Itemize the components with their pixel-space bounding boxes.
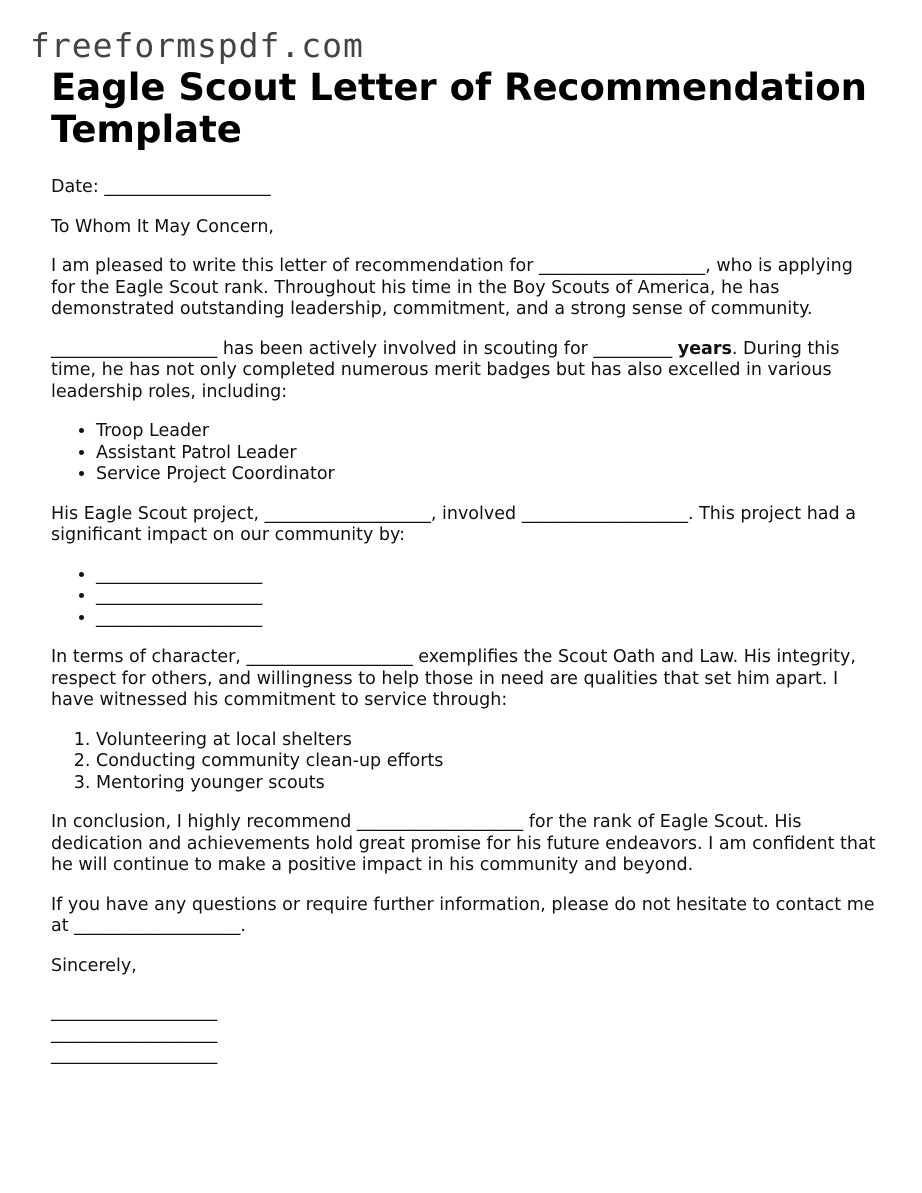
contact-text: If you have any questions or require further information, please do not hesitate to contact me at: [51, 894, 875, 936]
roles-list: [51, 421, 881, 486]
salutation: To Whom It May Concern,: [51, 216, 274, 237]
contact-blank: ___________________: [74, 916, 241, 936]
project-paragraph: [51, 504, 881, 547]
list-item: • Assistant Patrol Leader: [96, 443, 881, 465]
contact-paragraph: [51, 895, 881, 938]
services-list: [51, 730, 881, 795]
character-text: In terms of character,: [51, 647, 241, 667]
impact-list: [51, 565, 881, 630]
signature-block: [51, 1002, 881, 1067]
list-item: • Service Project Coordinator: [96, 464, 881, 486]
date-line: [51, 177, 881, 199]
years-blank: _________: [593, 338, 673, 359]
candidate-name-blank: ___________________: [246, 647, 413, 667]
intro-text: I am pleased to write this letter of recommendation for: [51, 256, 534, 276]
list-item: • ___________________: [96, 608, 881, 630]
candidate-name-blank: ___________________: [51, 338, 218, 359]
list-item: 2. Conducting community clean-up efforts: [96, 751, 881, 773]
candidate-name-blank: ___________________: [356, 812, 524, 832]
contact-period: .: [240, 916, 246, 936]
conclusion-paragraph: [51, 812, 881, 877]
signature-line: ___________________: [51, 1045, 218, 1065]
years-label: years: [677, 338, 732, 359]
signature-line: ___________________: [51, 1002, 218, 1022]
project-name-blank: ___________________: [264, 503, 431, 524]
candidate-name-blank: ___________________: [538, 256, 706, 276]
list-item: 1. Volunteering at local shelters: [96, 730, 881, 752]
list-item: 3. Mentoring younger scouts: [96, 773, 881, 795]
date-label: Date:: [51, 177, 99, 197]
project-text: His Eagle Scout project,: [51, 503, 260, 524]
conclusion-text: In conclusion, I highly recommend: [51, 812, 352, 832]
involvement-paragraph: [51, 339, 881, 404]
list-item: • ___________________: [96, 586, 881, 608]
involvement-text: has been actively involved in scouting for: [222, 338, 588, 359]
list-item: • Troop Leader: [96, 421, 881, 443]
project-desc-blank: ___________________: [521, 503, 688, 524]
watermark: freeformspdf.com: [30, 26, 364, 65]
involvement-text-cont: . During this time, he has not only completed numerous merit badges but has also excelled in various leadership roles, including:: [51, 338, 840, 402]
character-text-cont: exemplifies the Scout Oath and Law. His integrity, respect for others, and willingness to help those in need are qualities that set him apart. I have witnessed his commitment to service through:: [51, 647, 856, 710]
project-text-cont: , involved: [430, 503, 517, 524]
intro-paragraph: [51, 256, 881, 321]
conclusion-text-cont: for the rank of Eagle Scout. His dedication and achievements hold great promise for his future endeavors. I am confident that he will continue to make a positive impact in his community and beyond.: [51, 812, 876, 875]
list-item: • ___________________: [96, 565, 881, 587]
intro-text-cont: , who is applying for the Eagle Scout rank. Throughout his time in the Boy Scouts of America, he has demonstrated outstanding leadership, commitment, and a strong sense of community.: [51, 256, 853, 319]
date-blank: ___________________: [104, 177, 271, 197]
project-text-end: . This project had a significant impact on our community by:: [51, 503, 856, 545]
signature-line: ___________________: [51, 1023, 218, 1044]
character-paragraph: [51, 647, 881, 712]
page-title: Eagle Scout Letter of Recommendation Template: [51, 66, 868, 151]
closing: Sincerely,: [51, 955, 137, 976]
letter-document: [51, 67, 881, 1067]
